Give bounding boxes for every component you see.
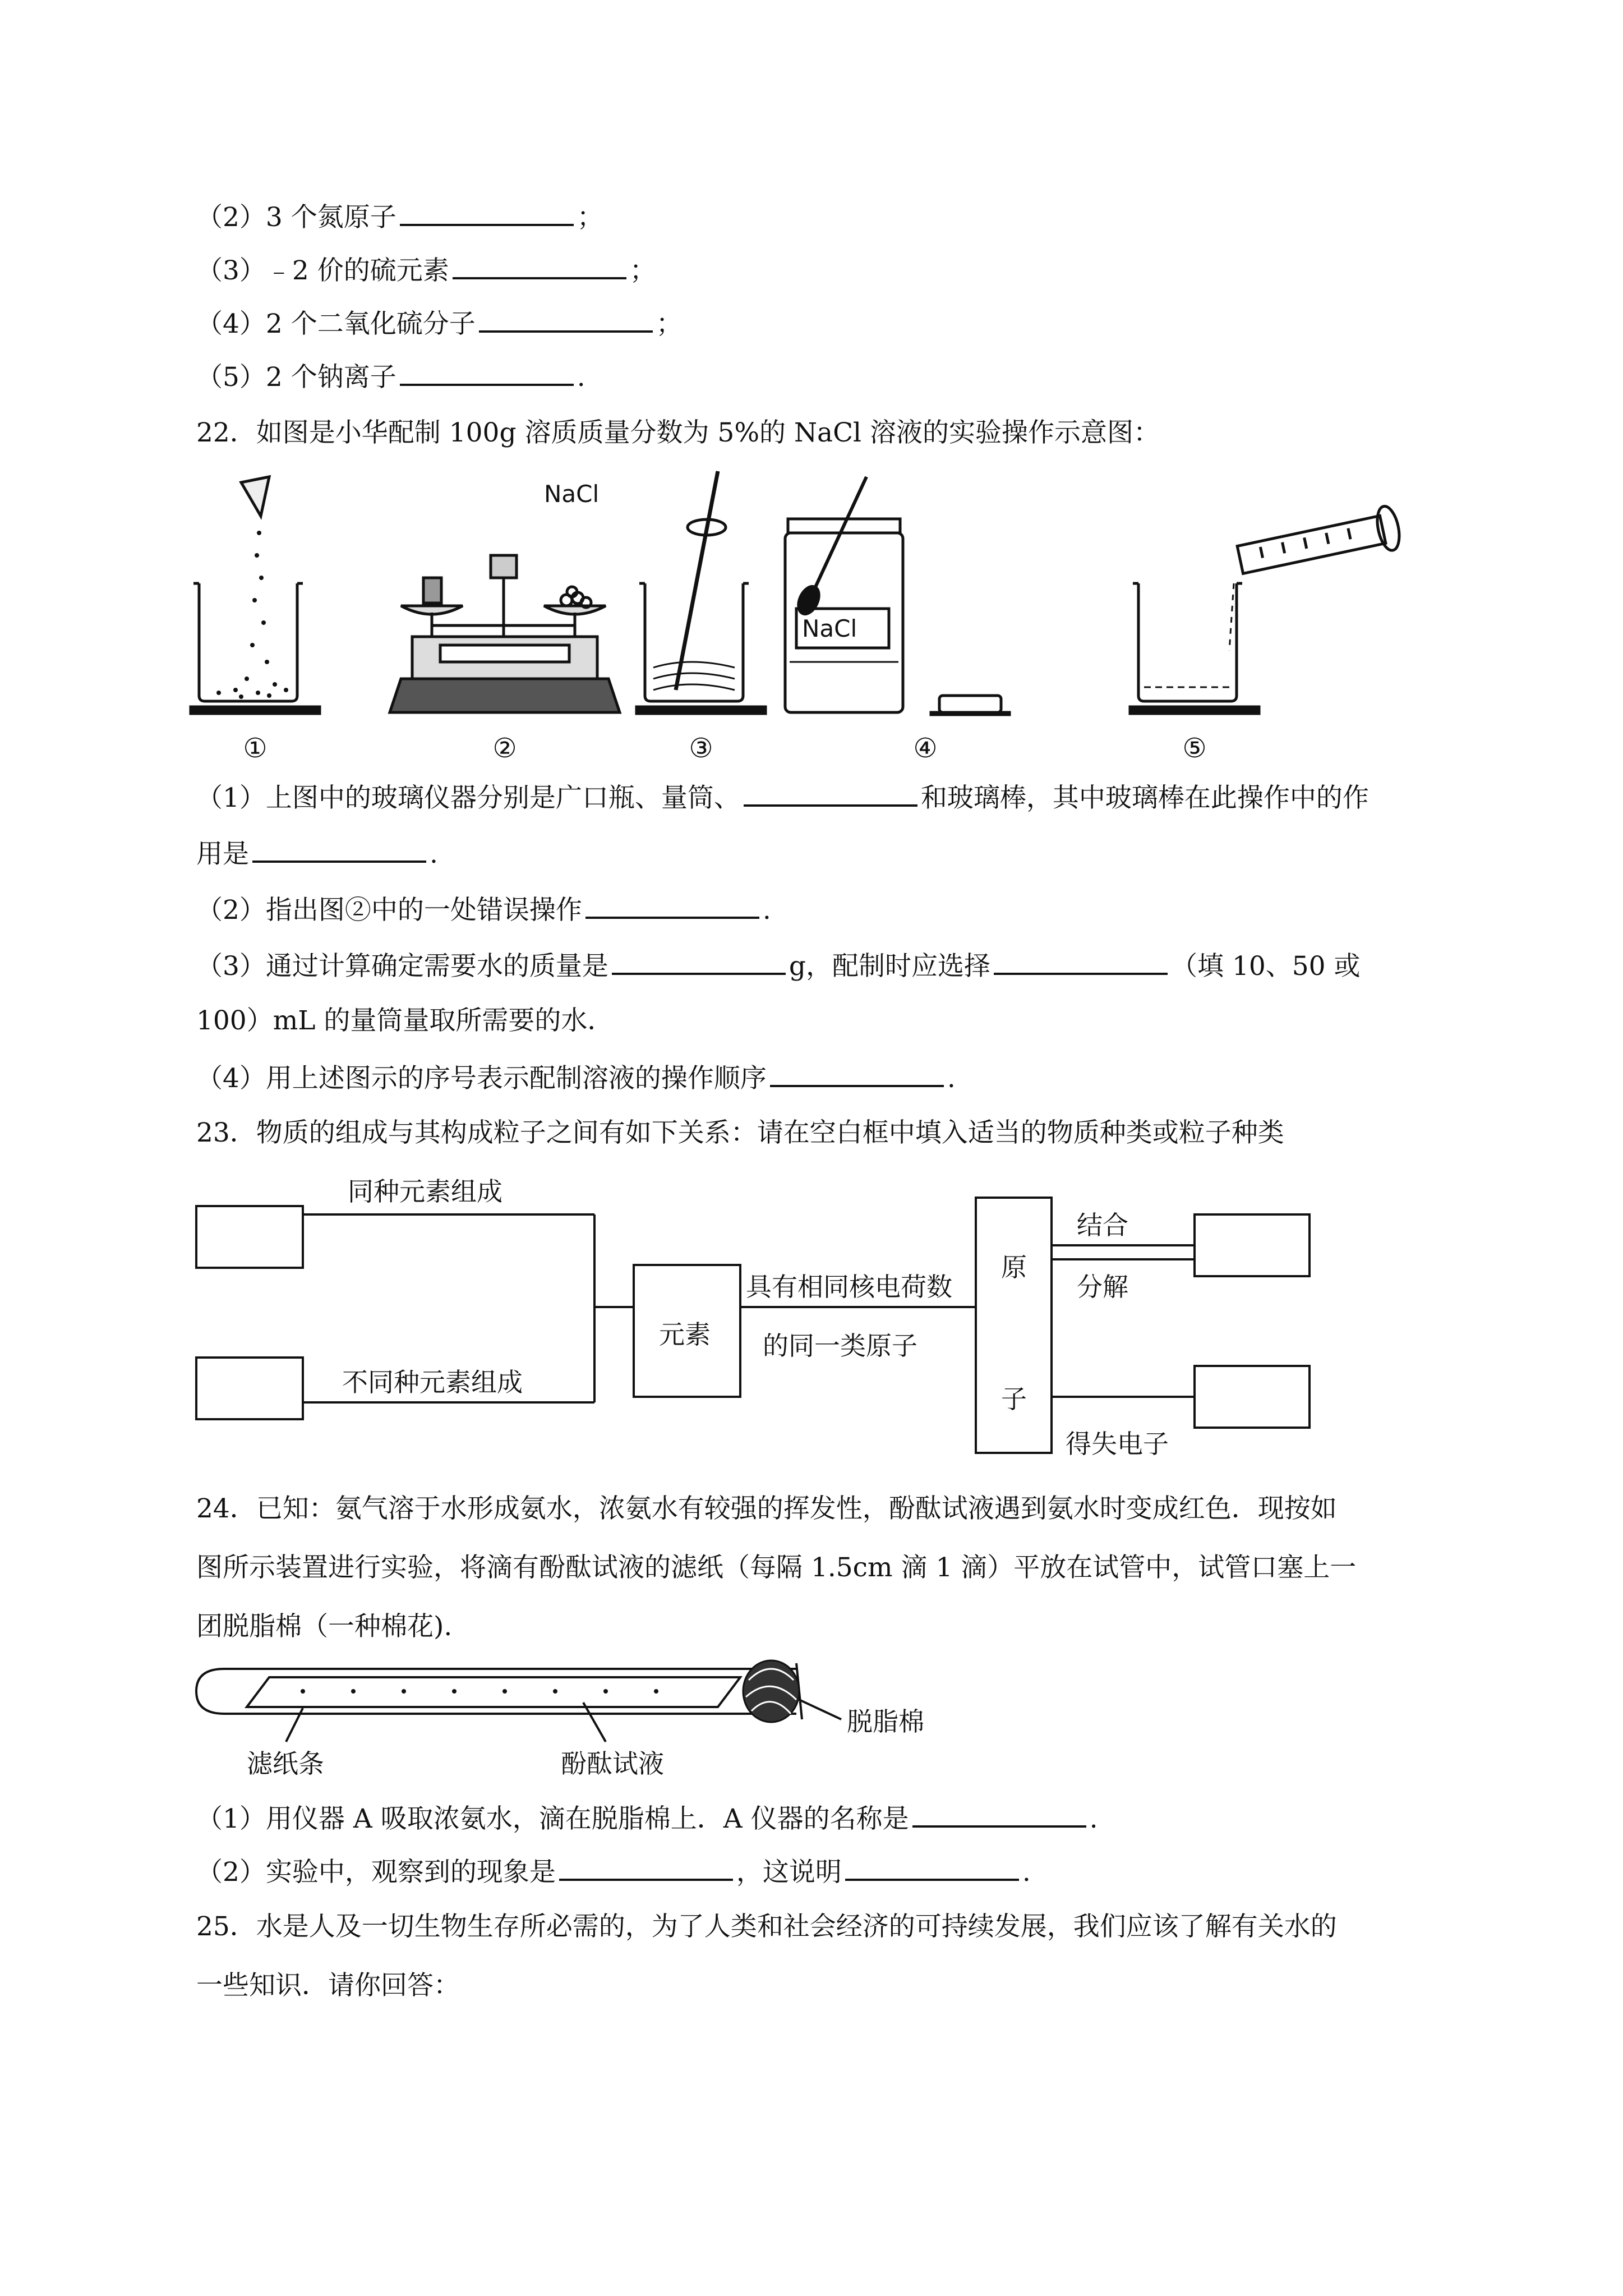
q23-diagram bbox=[185, 1156, 1335, 1464]
q21-item-3: （3）﹣2 价的硫元素 ； bbox=[196, 252, 656, 288]
q24-sub1: （1）用仪器 A 吸取浓氨水，滴在脱脂棉上．A 仪器的名称是 . bbox=[196, 1801, 1098, 1836]
label-diff-elements: 不同种元素组成 bbox=[342, 1367, 523, 1397]
q24-sub2: （2）实验中，观察到的现象是 ，这说明 . bbox=[196, 1854, 1031, 1889]
label-element: 元素 bbox=[659, 1319, 711, 1350]
blank-box-molecule bbox=[1195, 1214, 1310, 1276]
answer-blank[interactable] bbox=[479, 306, 653, 333]
label-same-charge: 具有相同核电荷数 bbox=[746, 1272, 952, 1302]
answer-blank[interactable] bbox=[559, 1854, 733, 1881]
q22-sub3-line2: 100）mL 的量筒量取所需要的水． bbox=[196, 1005, 614, 1036]
label-electron: 得失电子 bbox=[1066, 1429, 1169, 1459]
label-atom-bottom: 子 bbox=[1001, 1384, 1027, 1414]
q21-item-5: （5）2 个钠离子 . bbox=[196, 359, 585, 394]
balance-scale-icon bbox=[390, 555, 620, 712]
answer-blank[interactable] bbox=[612, 948, 786, 975]
step-label-3: ③ bbox=[689, 733, 713, 764]
reagent-bottle-icon bbox=[785, 477, 1009, 715]
step-label-2: ② bbox=[492, 733, 517, 764]
step-label-1: ① bbox=[243, 733, 268, 764]
label-decompose: 分解 bbox=[1077, 1272, 1128, 1302]
nacl-label-jar: NaCl bbox=[802, 615, 857, 642]
q21-item-4: （4）2 个二氧化硫分子 ； bbox=[196, 306, 683, 341]
answer-blank[interactable] bbox=[994, 948, 1168, 975]
answer-blank[interactable] bbox=[252, 836, 426, 863]
q21-item-2: （2）3 个氮原子 ； bbox=[196, 199, 603, 234]
step-label-5: ⑤ bbox=[1182, 733, 1207, 764]
answer-blank[interactable] bbox=[400, 359, 574, 386]
answer-blank[interactable] bbox=[770, 1060, 944, 1087]
q22-sub2: （2）指出图②中的一处错误操作 . bbox=[196, 892, 771, 927]
q25-line2: 一些知识．请你回答： bbox=[196, 1970, 460, 2001]
label-filter-paper: 滤纸条 bbox=[247, 1749, 324, 1779]
label-atom-top: 原 bbox=[1001, 1252, 1027, 1282]
label-cotton: 脱脂棉 bbox=[847, 1706, 924, 1737]
atom-box bbox=[976, 1198, 1052, 1453]
step-label-4: ④ bbox=[913, 733, 938, 764]
q25-line1: 25．水是人及一切生物生存所必需的，为了人类和社会经济的可持续发展，我们应该了解有关水的 bbox=[196, 1911, 1337, 1942]
beaker-pouring-icon bbox=[191, 477, 320, 714]
blank-box-ion bbox=[1195, 1366, 1310, 1428]
label-same-elements: 同种元素组成 bbox=[348, 1176, 502, 1207]
answer-blank[interactable] bbox=[744, 780, 917, 807]
q22-figure bbox=[185, 466, 1475, 769]
label-combine: 结合 bbox=[1077, 1210, 1128, 1240]
answer-blank[interactable] bbox=[912, 1801, 1086, 1828]
q24-line2: 图所示装置进行实验，将滴有酚酞试液的滤纸（每隔 1.5cm 滴 1 滴）平放在试管中，试管口塞上一 bbox=[196, 1552, 1357, 1583]
blank-box-same-element bbox=[196, 1206, 303, 1268]
q23-stem: 23．物质的组成与其构成粒子之间有如下关系：请在空白框中填入适当的物质种类或粒子种类 bbox=[196, 1117, 1284, 1148]
cotton-icon bbox=[743, 1660, 799, 1722]
q24-line1: 24．已知：氨气溶于水形成氨水，浓氨水有较强的挥发性，酚酞试液遇到氨水时变成红色．现按如 bbox=[196, 1493, 1337, 1524]
q24-line3: 团脱脂棉（一种棉花). bbox=[196, 1611, 453, 1642]
label-same-atoms: 的同一类原子 bbox=[763, 1331, 917, 1361]
label-phenol: 酚酞试液 bbox=[561, 1749, 664, 1779]
q22-sub4: （4）用上述图示的序号表示配制溶液的操作顺序 . bbox=[196, 1060, 956, 1096]
answer-blank[interactable] bbox=[845, 1854, 1019, 1881]
q24-figure bbox=[191, 1646, 1004, 1798]
blank-box-diff-element bbox=[196, 1358, 303, 1419]
answer-blank[interactable] bbox=[585, 892, 759, 919]
q22-stem: 22．如图是小华配制 100g 溶质质量分数为 5%的 NaCl 溶液的实验操作示意图： bbox=[196, 417, 1160, 448]
q22-sub3-line1: （3）通过计算确定需要水的质量是 g，配制时应选择 （填 10、50 或 bbox=[196, 948, 1361, 983]
beaker-cylinder-icon bbox=[1130, 504, 1403, 714]
nacl-label-top: NaCl bbox=[544, 480, 600, 508]
q22-sub1-line1: （1）上图中的玻璃仪器分别是广口瓶、量筒、 和玻璃棒，其中玻璃棒在此操作中的作 bbox=[196, 780, 1369, 815]
answer-blank[interactable] bbox=[400, 199, 574, 226]
q22-sub1-line2: 用是 . bbox=[196, 836, 438, 871]
beaker-stirring-icon bbox=[637, 471, 766, 714]
answer-blank[interactable] bbox=[453, 252, 626, 279]
